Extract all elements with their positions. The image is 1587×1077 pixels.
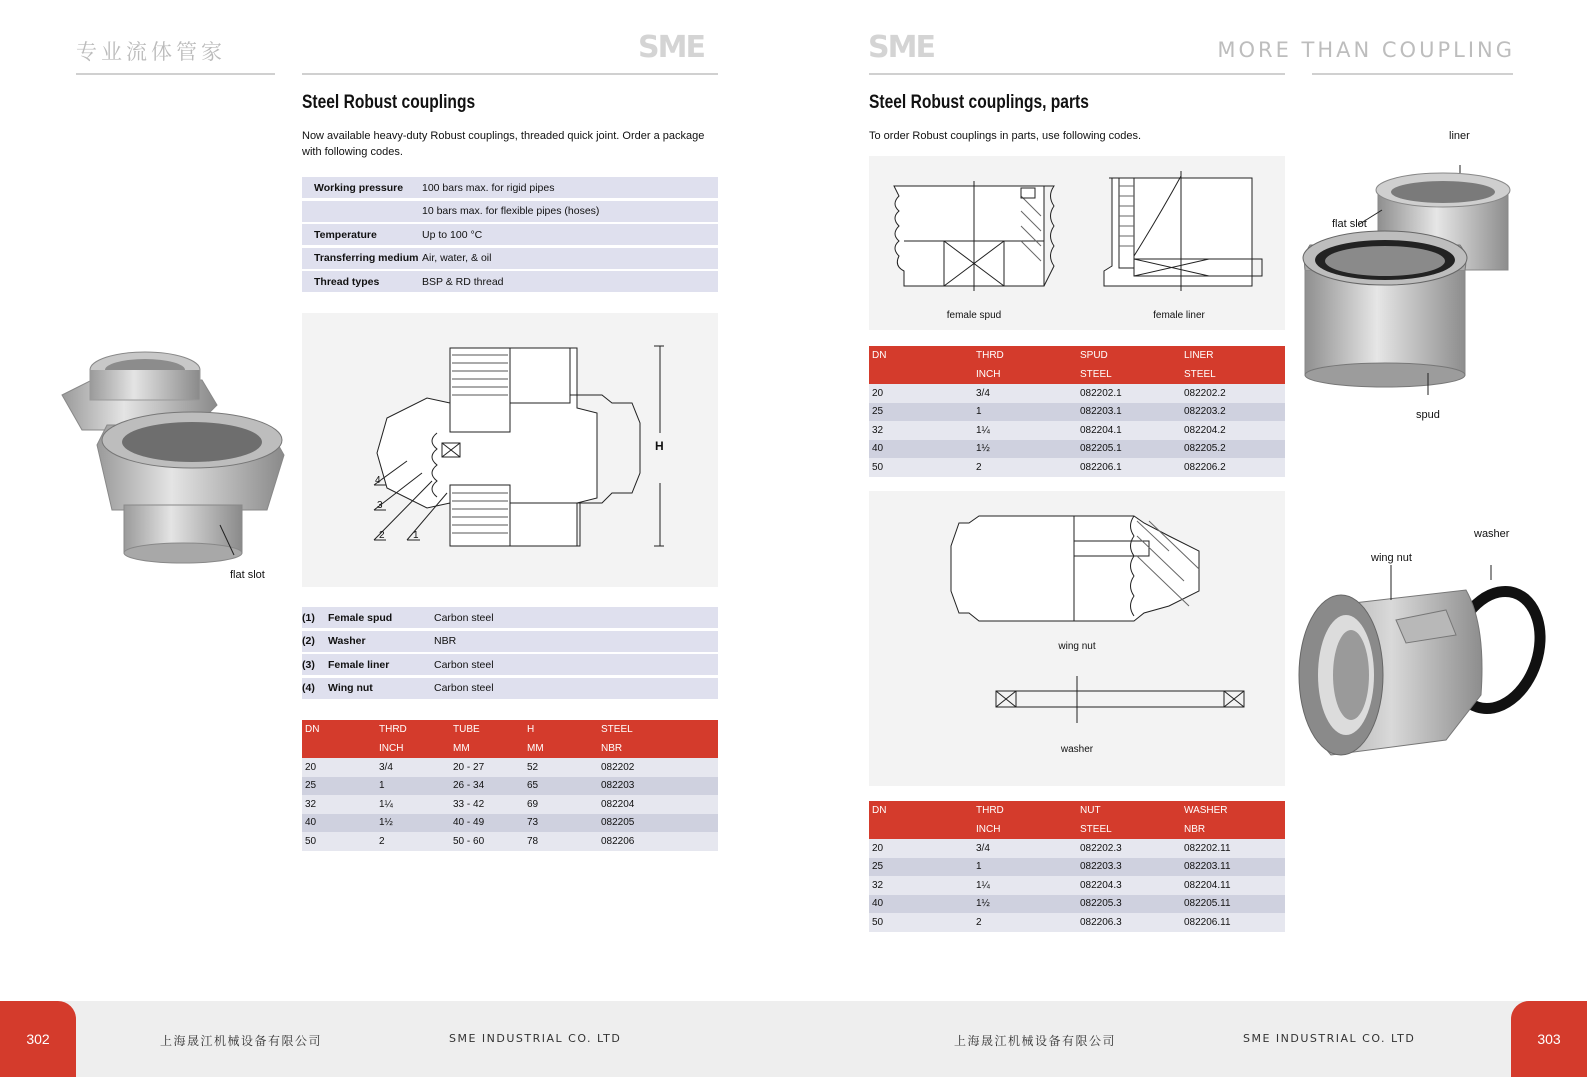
wingnut-washer-drawing <box>869 491 1285 786</box>
page-title-left: Steel Robust couplings <box>302 92 476 113</box>
divider <box>869 73 1285 75</box>
spec-row: 10 bars max. for flexible pipes (hoses) <box>302 201 718 222</box>
spec-row: Thread types BSP & RD thread <box>302 271 718 292</box>
sme-logo-left: SME <box>638 30 704 65</box>
table-row: 40 1½ 40 - 49 73 082205 <box>302 814 718 833</box>
intro-right: To order Robust couplings in parts, use following codes. <box>869 130 1142 142</box>
photo-label-wing-nut: wing nut <box>1371 552 1412 564</box>
parts-drawing-panel-bottom <box>869 491 1285 786</box>
spec-table <box>302 177 718 295</box>
spud-liner-drawing <box>869 156 1285 330</box>
table-header: DN THRD SPUD LINER INCH STEEL STEEL <box>869 346 1285 384</box>
table-header: DN THRD NUT WASHER INCH STEEL NBR <box>869 801 1285 839</box>
material-row: (3) Female liner Carbon steel <box>302 654 718 675</box>
footer-company-cn-right: 上海晟江机械设备有限公司 <box>954 1034 1117 1048</box>
spud-liner-photo <box>1300 165 1520 395</box>
header-cn-tagline: 专业流体管家 <box>76 40 226 64</box>
footer-company-en-left: SME INDUSTRIAL CO. LTD <box>449 1032 622 1045</box>
photo-label-flat-slot: flat slot <box>230 569 265 581</box>
order-table-left <box>302 720 718 851</box>
table-row: 40 1½ 082205.3 082205.11 <box>869 895 1285 914</box>
callout-4: 4 <box>375 475 381 486</box>
table-row: 20 3/4 082202.3 082202.11 <box>869 839 1285 858</box>
wingnut-washer-photo <box>1296 565 1556 780</box>
divider <box>76 73 275 75</box>
page-title-right: Steel Robust couplings, parts <box>869 92 1089 113</box>
caption-female-liner: female liner <box>1153 310 1205 321</box>
callout-2: 2 <box>379 530 385 541</box>
footer-company-en-right: SME INDUSTRIAL CO. LTD <box>1243 1032 1416 1045</box>
header-en-tagline: MORE THAN COUPLING <box>1217 38 1515 62</box>
divider <box>1312 73 1513 75</box>
order-table-nut-washer <box>869 801 1285 932</box>
caption-wing-nut: wing nut <box>1058 641 1096 652</box>
table-row: 40 1½ 082205.1 082205.2 <box>869 440 1285 459</box>
table-row: 50 2 082206.3 082206.11 <box>869 913 1285 932</box>
table-row: 32 1¼ 33 - 42 69 082204 <box>302 795 718 814</box>
table-row: 25 1 082203.1 082203.2 <box>869 403 1285 422</box>
dim-label-h: H <box>655 439 664 453</box>
footer-company-cn-left: 上海晟江机械设备有限公司 <box>160 1034 323 1048</box>
spec-row: Temperature Up to 100 °C <box>302 224 718 245</box>
table-row: 25 1 26 - 34 65 082203 <box>302 777 718 796</box>
photo-label-spud: spud <box>1416 409 1440 421</box>
table-header: DN THRD TUBE H STEEL INCH MM MM NBR <box>302 720 718 758</box>
material-row: (4) Wing nut Carbon steel <box>302 678 718 699</box>
order-table-spud-liner <box>869 346 1285 477</box>
material-row: (1) Female spud Carbon steel <box>302 607 718 628</box>
caption-washer: washer <box>1060 744 1094 755</box>
material-row: (2) Washer NBR <box>302 631 718 652</box>
coupling-photo <box>52 345 287 575</box>
callout-3: 3 <box>377 500 383 511</box>
callout-1: 1 <box>413 530 419 541</box>
table-row: 25 1 082203.3 082203.11 <box>869 858 1285 877</box>
table-row: 20 3/4 082202.1 082202.2 <box>869 384 1285 403</box>
parts-drawing-panel-top <box>869 156 1285 330</box>
intro-left: Now available heavy-duty Robust couplings, threaded quick joint. Order a package with following codes. <box>302 130 705 158</box>
photo-label-liner: liner <box>1449 130 1470 142</box>
spec-row: Working pressure 100 bars max. for rigid pipes <box>302 177 718 198</box>
spec-row: Transferring medium Air, water, & oil <box>302 248 718 269</box>
sme-logo-right: SME <box>868 30 934 65</box>
table-row: 20 3/4 20 - 27 52 082202 <box>302 758 718 777</box>
page-number-right: 303 <box>1511 1001 1587 1077</box>
page-number-left: 302 <box>0 1001 76 1077</box>
table-row: 32 1¼ 082204.1 082204.2 <box>869 421 1285 440</box>
table-row: 32 1¼ 082204.3 082204.11 <box>869 876 1285 895</box>
photo-label-flat-slot: flat slot <box>1332 218 1367 230</box>
caption-female-spud: female spud <box>946 310 1002 321</box>
table-row: 50 2 50 - 60 78 082206 <box>302 832 718 851</box>
materials-table <box>302 607 718 701</box>
assembly-drawing-panel <box>302 313 718 587</box>
divider <box>302 73 718 75</box>
photo-label-washer: washer <box>1474 528 1510 540</box>
table-row: 50 2 082206.1 082206.2 <box>869 458 1285 477</box>
